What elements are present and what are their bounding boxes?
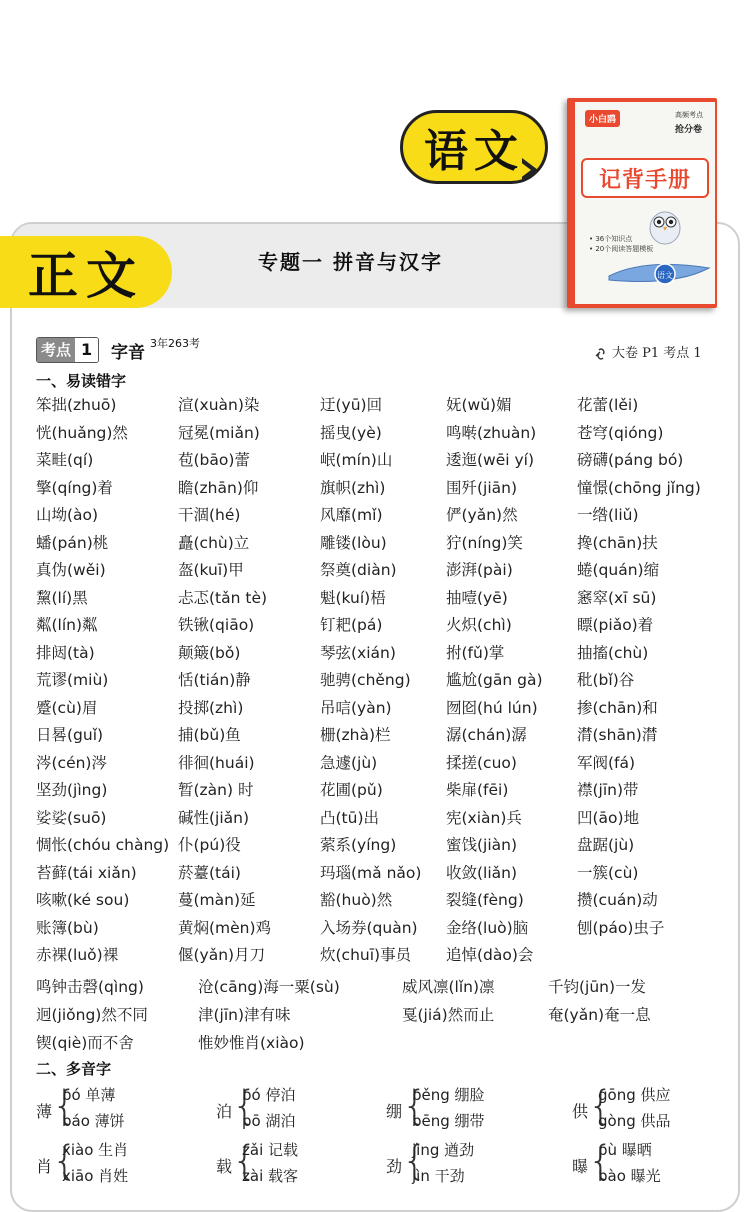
word-entry: 仆(pú)役: [178, 836, 241, 854]
book-title: 记背手册: [581, 158, 709, 198]
brace-glyph: {: [232, 1083, 258, 1129]
word-entry: 苔藓(tái xiǎn): [36, 863, 137, 882]
idiom-entry: 锲(qiè)而不舍: [36, 1034, 134, 1052]
word-entry: 憧憬(chōng jǐng): [577, 478, 701, 497]
word-entry: 迂(yū)回: [320, 396, 383, 414]
word-entry: 一绺(liǔ): [577, 506, 639, 524]
polyphone-char: 薄: [36, 1102, 53, 1121]
section-heading-1: 一、易读错字: [36, 372, 127, 390]
word-entry: 吊唁(yàn): [320, 698, 392, 717]
brace-glyph: {: [52, 1138, 78, 1184]
polyphone-reading: xiāo 肖姓: [62, 1167, 129, 1185]
word-entry: 苍穹(qióng): [577, 423, 664, 442]
subject-label: 语文: [424, 126, 524, 177]
polyphone-reading: gōng 供应: [598, 1086, 671, 1104]
word-entry: 笨拙(zhuō): [36, 396, 117, 414]
owl-mascot-icon: [645, 202, 685, 246]
word-entry: 旗帜(zhì): [320, 478, 386, 497]
reference-text: 大卷 P1 考点 1: [612, 346, 702, 361]
brace-glyph: {: [402, 1083, 428, 1129]
word-entry: 蹙(cù)眉: [36, 698, 98, 717]
idiom-entry: 惟妙惟肖(xiào): [198, 1034, 305, 1052]
brace-glyph: {: [588, 1138, 614, 1184]
polyphone-reading: gòng 供品: [598, 1112, 671, 1130]
book-cover-image: [567, 98, 717, 308]
word-entry: 恍(huǎng)然: [36, 423, 128, 442]
polyphone-reading: zài 载客: [242, 1167, 299, 1185]
polyphone-reading: bó 单薄: [62, 1086, 116, 1104]
word-entry: 蜜饯(jiàn): [446, 836, 518, 854]
word-entry: 萦系(yíng): [320, 836, 397, 854]
word-entry: 蟠(pán)桃: [36, 533, 109, 552]
idiom-entry: 津(jīn)津有味: [198, 1006, 291, 1024]
word-entry: 真伪(wěi): [36, 561, 106, 579]
word-entry: 渲(xuàn)染: [178, 396, 260, 414]
word-entry: 咳嗽(ké sou): [36, 891, 130, 909]
word-entry: 盘踞(jù): [577, 836, 635, 854]
brace-glyph: {: [232, 1138, 258, 1184]
word-entry: 凹(āo)地: [577, 808, 640, 827]
polyphone-char: 载: [216, 1157, 233, 1176]
word-entry: 排闼(tà): [36, 643, 95, 662]
topic-title: 专题一 拼音与汉字: [258, 250, 443, 274]
polyphone-reading: bó 停泊: [242, 1086, 296, 1104]
exam-point-number: 1: [75, 338, 98, 362]
word-entry: 颠簸(bǒ): [178, 643, 241, 662]
idiom-entry: 戛(jiá)然而止: [402, 1006, 495, 1024]
brace-glyph: {: [402, 1138, 428, 1184]
polyphone-char: 肖: [36, 1157, 53, 1176]
word-entry: 搀(chān)扶: [577, 533, 658, 552]
word-entry: 赤裸(luǒ)裸: [36, 946, 119, 964]
section-heading-2: 二、多音字: [36, 1060, 112, 1078]
word-entry: 苞(bāo)蕾: [178, 451, 250, 469]
word-entry: 抽搐(chù): [577, 643, 649, 662]
word-entry: 忐忑(tǎn tè): [178, 588, 268, 607]
polyphone-char: 绷: [386, 1102, 403, 1121]
word-entry: 收敛(liǎn): [446, 863, 518, 882]
word-entry: 襟(jīn)带: [577, 781, 639, 799]
word-entry: 祭奠(diàn): [320, 561, 397, 579]
rocket-icon: [605, 252, 715, 292]
word-entry: 秕(bǐ)谷: [577, 671, 635, 689]
polyphone-reading: běng 绷脸: [412, 1086, 485, 1104]
book-subtitle-bold: 抢分卷: [675, 125, 703, 135]
word-entry: 黄焖(mèn)鸡: [178, 918, 272, 937]
link-icon: [594, 348, 608, 360]
polyphone-reading: báo 薄饼: [62, 1112, 125, 1130]
section-tab: [0, 236, 172, 308]
word-entry: 磅礴(páng bó): [577, 451, 684, 469]
word-entry: 一簇(cù): [577, 863, 639, 882]
word-entry: 宪(xiàn)兵: [446, 808, 522, 827]
word-entry: 围歼(jiān): [446, 478, 518, 497]
word-entry: 潺(chán)潺: [446, 726, 527, 744]
book-logo: 小白鸥: [585, 110, 620, 127]
idiom-entry: 奄(yǎn)奄一息: [548, 1006, 651, 1024]
word-entry: 急遽(jù): [320, 753, 378, 772]
word-entry: 投掷(zhì): [178, 698, 244, 717]
word-entry: 揉搓(cuo): [446, 753, 517, 772]
word-entry: 风靡(mǐ): [320, 506, 383, 524]
word-entry: 涔(cén)涔: [36, 753, 107, 772]
idiom-entry: 鸣钟击磬(qìng): [36, 978, 144, 996]
polyphone-char: 供: [572, 1102, 589, 1121]
word-entry: 琴弦(xián): [320, 643, 396, 662]
word-entry: 日晷(guǐ): [36, 726, 104, 744]
word-entry: 炊(chuī)事员: [320, 946, 412, 964]
book-cover-face: [575, 102, 715, 304]
word-entry: 花蕾(lěi): [577, 396, 639, 414]
word-entry: 山坳(ào): [36, 506, 99, 524]
word-entry: 岷(mín)山: [320, 451, 393, 469]
tab-label: 正文: [28, 247, 144, 305]
word-entry: 菜畦(qí): [36, 451, 94, 469]
word-entry: 账簿(bù): [36, 918, 99, 937]
word-entry: 尴尬(gān gà): [446, 671, 543, 689]
word-entry: 魁(kuí)梧: [320, 588, 386, 607]
polyphone-reading: bēng 绷带: [412, 1112, 485, 1130]
word-entry: 花圃(pǔ): [320, 781, 383, 799]
word-entry: 碱性(jiǎn): [178, 808, 250, 827]
word-entry: 瞟(piǎo)着: [577, 616, 654, 634]
word-entry: 抽噎(yē): [446, 588, 508, 607]
word-entry: 追悼(dào)会: [446, 946, 534, 964]
word-entry: 刨(páo)虫子: [577, 918, 665, 937]
word-entry: 澎湃(pài): [446, 561, 513, 579]
polyphone-reading: jìng 遒劲: [412, 1141, 475, 1159]
word-entry: 拊(fǔ)掌: [446, 643, 505, 662]
word-entry: 窸窣(xī sū): [577, 588, 657, 607]
polyphone-reading: pù 曝晒: [598, 1141, 652, 1159]
word-entry: 铁锹(qiāo): [178, 616, 255, 634]
brace-glyph: {: [588, 1083, 614, 1129]
word-entry: 偃(yǎn)月刀: [178, 946, 266, 964]
book-feature-1: • 36个知识点: [589, 235, 633, 243]
word-entry: 蜷(quán)缩: [577, 561, 660, 579]
word-entry: 狞(níng)笑: [446, 533, 523, 552]
word-entry: 入场券(quàn): [320, 918, 418, 937]
exam-point-stat: 3年263考: [150, 337, 200, 350]
word-entry: 鸣啭(zhuàn): [446, 423, 537, 442]
polyphone-char: 曝: [572, 1157, 589, 1176]
word-entry: 玛瑙(mǎ nǎo): [320, 863, 422, 882]
book-feature-2: • 20个阅读答题模板: [589, 245, 654, 253]
word-entry: 恬(tián)静: [178, 671, 251, 689]
polyphone-reading: zǎi 记载: [242, 1141, 299, 1159]
word-entry: 坚劲(jìng): [36, 781, 108, 799]
word-entry: 瞻(zhān)仰: [178, 478, 259, 497]
word-entry: 逶迤(wēi yí): [446, 451, 535, 469]
word-entry: 冠冕(miǎn): [178, 423, 260, 442]
word-entry: 荒谬(miù): [36, 671, 109, 689]
word-entry: 徘徊(huái): [178, 753, 255, 772]
word-entry: 攒(cuán)动: [577, 891, 658, 909]
word-entry: 火炽(chì): [446, 616, 512, 634]
idiom-entry: 沧(cāng)海一粟(sù): [198, 978, 340, 996]
word-entry: 惆怅(chóu chàng): [36, 836, 170, 854]
exam-point-title: 字音: [111, 343, 145, 363]
word-entry: 摇曳(yè): [320, 423, 382, 442]
word-entry: 捕(bǔ)鱼: [178, 726, 241, 744]
polyphone-char: 泊: [216, 1102, 233, 1121]
word-entry: 凸(tū)出: [320, 808, 379, 827]
word-entry: 裂缝(fèng): [446, 891, 524, 909]
word-entry: 驰骋(chěng): [320, 671, 411, 689]
polyphone-reading: bào 曝光: [598, 1167, 661, 1185]
book-badge: 语文: [657, 271, 673, 280]
word-entry: 栅(zhà)栏: [320, 726, 391, 744]
exam-point-badge: [36, 337, 99, 363]
word-entry: 妩(wǔ)媚: [446, 396, 512, 414]
word-entry: 豁(huò)然: [320, 891, 393, 909]
word-entry: 俨(yǎn)然: [446, 506, 518, 524]
word-entry: 菸薹(tái): [178, 863, 241, 882]
word-entry: 黧(lí)黑: [36, 588, 88, 607]
polyphone-reading: jìn 干劲: [412, 1167, 465, 1185]
idiom-entry: 迥(jiǒng)然不同: [36, 1006, 148, 1024]
reference-link[interactable]: [594, 342, 702, 361]
word-entry: 擎(qíng)着: [36, 478, 113, 497]
word-entry: 囫囵(hú lún): [446, 698, 538, 717]
polyphone-reading: xiào 生肖: [62, 1141, 129, 1159]
polyphone-reading: pō 湖泊: [242, 1112, 296, 1130]
word-entry: 掺(chān)和: [577, 698, 658, 717]
word-entry: 娑娑(suō): [36, 808, 107, 827]
word-entry: 金络(luò)脑: [446, 918, 529, 937]
idiom-entry: 威风凛(lǐn)凛: [402, 978, 495, 996]
word-entry: 雕镂(lòu): [320, 533, 387, 552]
word-entry: 钉耙(pá): [320, 616, 383, 634]
bubble-tail-fill: [519, 161, 531, 179]
word-entry: 军阀(fá): [577, 753, 636, 772]
brace-glyph: {: [52, 1083, 78, 1129]
word-entry: 蔓(màn)延: [178, 891, 256, 909]
book-subtitle: 高频考点: [675, 111, 703, 119]
word-entry: 柴扉(fēi): [446, 781, 509, 799]
word-entry: 盔(kuī)甲: [178, 561, 244, 579]
idiom-entry: 千钧(jūn)一发: [548, 978, 647, 996]
word-entry: 粼(lín)粼: [36, 616, 98, 634]
exam-point-label: 考点: [37, 338, 75, 362]
word-entry: 暂(zàn) 时: [178, 781, 254, 799]
word-entry: 矗(chù)立: [178, 533, 250, 552]
word-entry: 潸(shān)潸: [577, 726, 658, 744]
polyphone-char: 劲: [386, 1157, 403, 1176]
word-entry: 干涸(hé): [178, 506, 241, 524]
